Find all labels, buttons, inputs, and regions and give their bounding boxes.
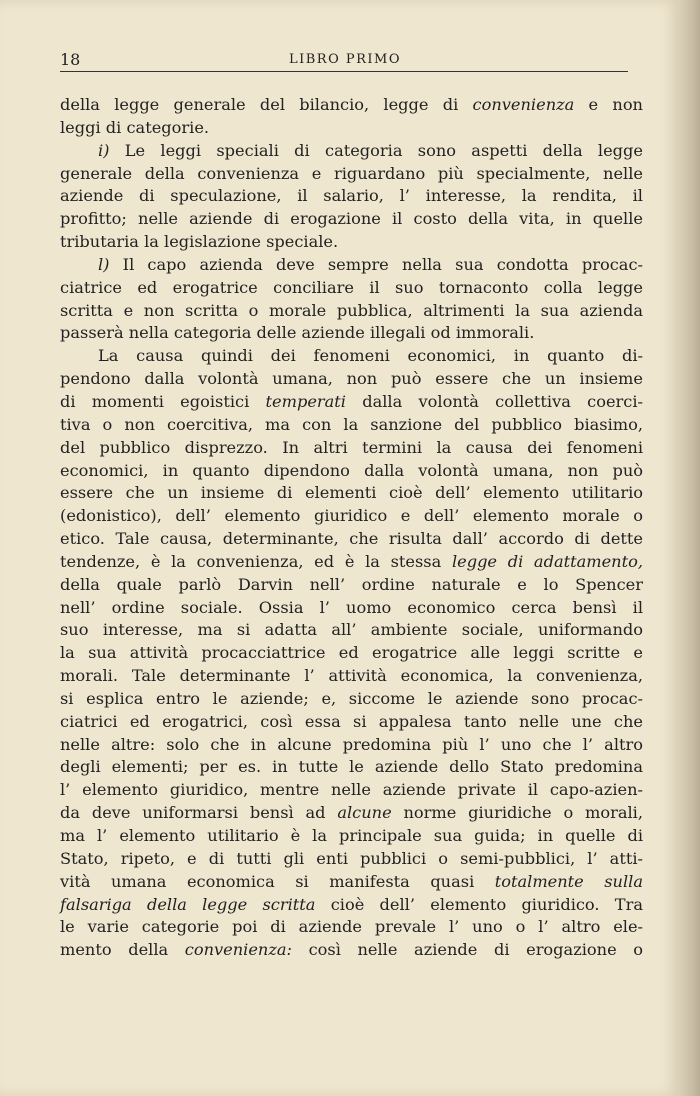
text-line: [60, 414, 643, 437]
text-segment: e non: [574, 95, 643, 114]
text-segment: profitto; nelle aziende di erogazione il costo della vita, in quelle: [60, 209, 643, 229]
text-segment: le varie categorie poi di aziende prevale l’ uno o l’ altro ele-: [60, 917, 643, 937]
text-line: [60, 391, 643, 414]
italic-text: convenienza:: [184, 940, 292, 960]
text-segment: scritta e non scritta o morale pubblica, altrimenti la sua azienda: [60, 300, 643, 320]
body-text: [60, 94, 643, 962]
page-number: 18: [60, 50, 81, 69]
text-segment: passerà nella categoria delle aziende illegali od immorali.: [60, 323, 535, 343]
text-segment: Stato, ripeto, e di tutti gli enti pubblici o semi-pubblici, l’ atti-: [60, 848, 643, 868]
page-header: [60, 50, 630, 72]
text-segment: l’ elemento giuridico, mentre nelle aziende private il capo-azien-: [60, 780, 643, 800]
text-segment: degli elementi; per es. in tutte le aziende dello Stato predomina: [60, 757, 643, 777]
text-line: [60, 756, 643, 779]
text-line: [60, 437, 643, 460]
text-line: [60, 482, 643, 505]
text-line: [60, 916, 643, 939]
italic-text: convenienza: [472, 95, 575, 114]
text-line: [60, 574, 643, 597]
text-line: [60, 825, 643, 848]
text-line: [60, 597, 643, 620]
text-segment: economici, in quanto dipendono dalla volontà umana, non può: [60, 460, 643, 480]
text-line: [60, 802, 643, 825]
text-segment: ciatrici ed erogatrici, così essa si appalesa tanto nelle une che: [60, 711, 643, 731]
italic-text: i): [98, 140, 110, 160]
text-line: [60, 619, 643, 642]
text-line: [60, 711, 643, 734]
text-segment: si esplica entro le aziende; e, siccome le aziende sono procac-: [60, 688, 643, 708]
text-segment: ma l’ elemento utilitario è la principale sua guida; in quelle di: [60, 826, 643, 845]
text-segment: Il capo azienda deve sempre nella sua condotta procac-: [109, 254, 643, 274]
text-line: [60, 185, 643, 208]
text-segment: da deve uniformarsi bensì ad: [60, 803, 338, 823]
italic-text: l): [98, 254, 110, 274]
text-line: [60, 322, 643, 345]
text-line: [60, 163, 643, 186]
text-segment: vità umana economica si manifesta quasi: [60, 871, 495, 891]
text-segment: Le leggi speciali di categoria sono aspetti della legge: [109, 140, 643, 160]
text-segment: così nelle aziende di erogazione o: [291, 940, 644, 960]
text-segment: di momenti egoistici: [60, 391, 266, 411]
text-line: [60, 894, 643, 917]
text-segment: cioè dell’ elemento giuridico. Tra: [315, 894, 643, 914]
text-segment: tiva o non coercitiva, ma con la sanzione del pubblico biasimo,: [60, 414, 643, 434]
text-segment: suo interesse, ma si adatta all’ ambiente sociale, uniformando: [60, 620, 643, 640]
text-line: [60, 734, 643, 757]
text-line: [60, 300, 643, 323]
italic-text: falsariga della legge scritta: [60, 894, 316, 914]
text-line: [60, 460, 643, 483]
text-line: [60, 688, 643, 711]
text-line: [60, 848, 643, 871]
text-line: [60, 254, 643, 277]
text-line: [60, 345, 643, 368]
italic-text: temperati: [265, 391, 346, 411]
text-segment: pendono dalla volontà umana, non può essere che un insieme: [60, 369, 643, 389]
text-line: [60, 368, 643, 391]
text-line: [60, 505, 643, 528]
text-segment: leggi di categorie.: [60, 117, 210, 137]
text-line: [60, 665, 643, 688]
text-segment: ciatrice ed erogatrice conciliare il suo tornaconto colla legge: [60, 277, 643, 297]
text-line: [60, 231, 643, 254]
text-segment: etico. Tale causa, determinante, che risulta dall’ accordo di dette: [60, 529, 643, 549]
italic-text: alcune: [337, 803, 392, 823]
running-head: LIBRO PRIMO: [288, 52, 402, 67]
text-segment: tendenze, è la convenienza, ed è la stessa: [60, 551, 452, 571]
text-line: [60, 528, 643, 551]
text-line: [60, 779, 643, 802]
text-line: [60, 939, 643, 962]
text-line: [60, 94, 643, 117]
text-segment: La causa quindi dei fenomeni economici, in quanto di-: [98, 346, 643, 366]
header-rule: [60, 71, 628, 72]
text-segment: mento della: [60, 940, 185, 960]
text-segment: morali. Tale determinante l’ attività economica, la convenienza,: [60, 666, 643, 686]
text-segment: generale della convenienza e riguardano più specialmente, nelle: [60, 163, 643, 183]
text-segment: della legge generale del bilancio, legge di: [60, 95, 473, 114]
italic-text: totalmente sulla: [494, 871, 643, 891]
text-segment: norme giuridiche o morali,: [391, 803, 643, 823]
text-line: [60, 871, 643, 894]
text-line: [60, 642, 643, 665]
text-segment: dalla volontà collettiva coerci-: [345, 391, 643, 411]
text-segment: nell’ ordine sociale. Ossia l’ uomo economico cerca bensì il: [60, 597, 643, 617]
text-line: [60, 551, 643, 574]
page-edge: [680, 0, 700, 1096]
text-line: [60, 140, 643, 163]
text-line: [60, 117, 643, 140]
text-line: [60, 208, 643, 231]
text-segment: della quale parlò Darvin nell’ ordine naturale e lo Spencer: [60, 574, 643, 594]
text-segment: nelle altre: solo che in alcune predomina più l’ uno che l’ altro: [60, 734, 643, 754]
text-segment: tributaria la legislazione speciale.: [60, 232, 339, 252]
text-segment: del pubblico disprezzo. In altri termini la causa dei fenomeni: [60, 437, 643, 457]
text-segment: la sua attività procacciattrice ed erogatrice alle leggi scritte e: [60, 643, 643, 663]
text-segment: aziende di speculazione, il salario, l’ interesse, la rendita, il: [60, 186, 643, 206]
text-segment: essere che un insieme di elementi cioè dell’ elemento utilitario: [60, 483, 643, 503]
text-segment: (edonistico), dell’ elemento giuridico e dell’ elemento morale o: [60, 506, 643, 526]
text-line: [60, 277, 643, 300]
italic-text: legge di adattamento,: [451, 551, 644, 571]
